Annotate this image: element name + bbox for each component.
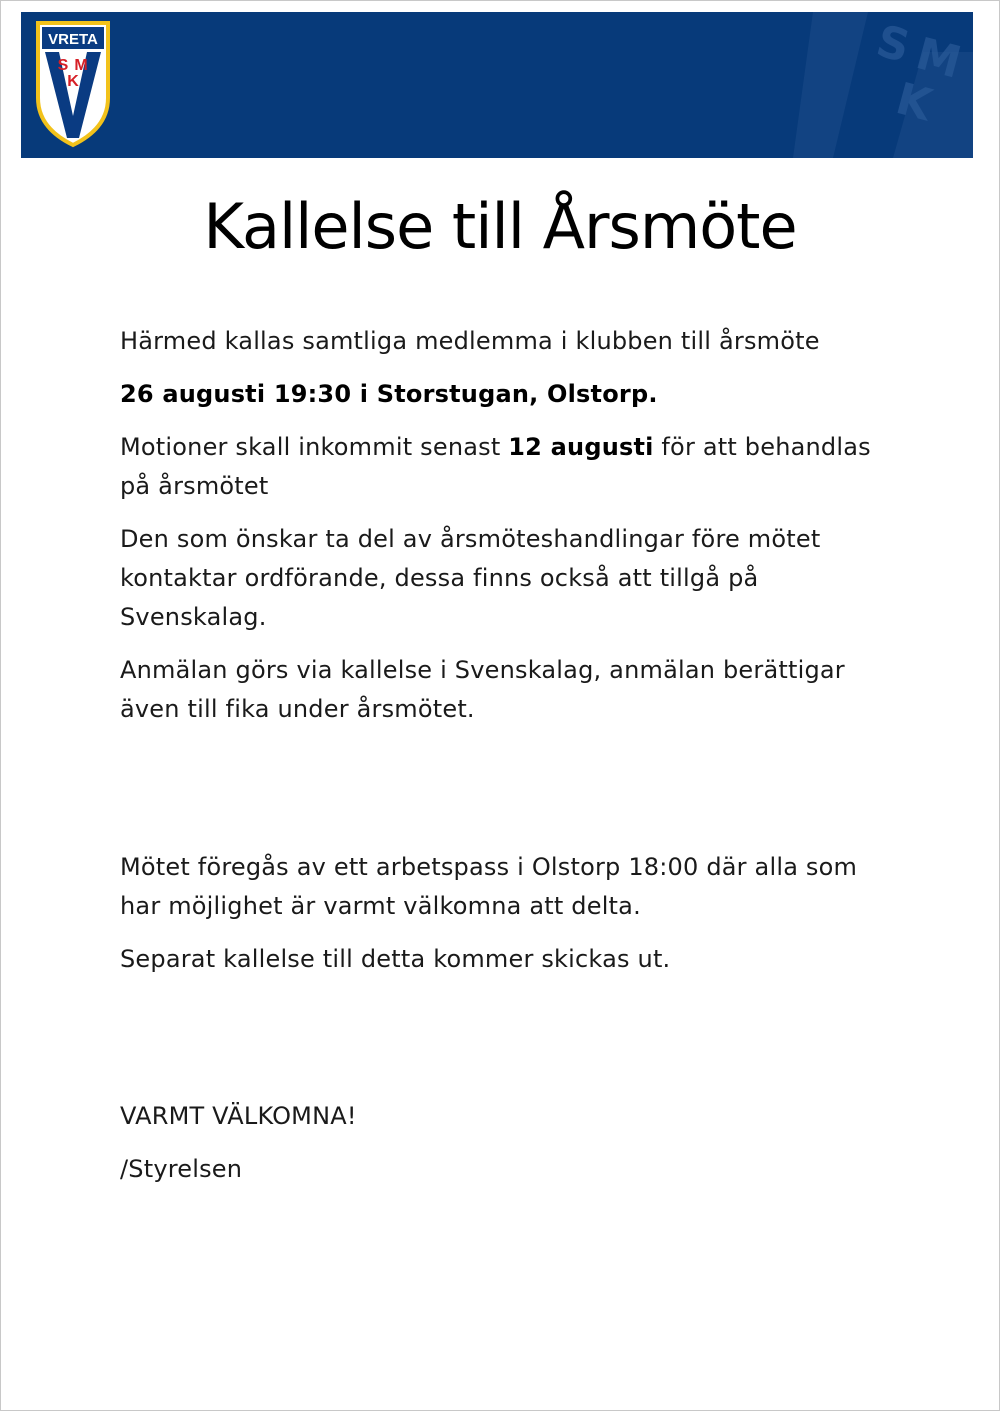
welcome-text: VARMT VÄLKOMNA! bbox=[120, 1102, 357, 1130]
svg-text:K: K bbox=[890, 73, 937, 132]
signature-text: /Styrelsen bbox=[120, 1155, 243, 1183]
motions-paragraph bbox=[120, 428, 880, 506]
page-title: Kallelse till Årsmöte bbox=[203, 190, 797, 263]
registration-paragraph: Anmälan görs via kallelse i Svenskalag, anmälan berättigar även till fika under årsmötet. bbox=[120, 656, 845, 723]
intro-paragraph: Härmed kallas samtliga medlemma i klubben till årsmöte bbox=[120, 327, 820, 355]
work-session-paragraph: Mötet föregås av ett arbetspass i Olstorp 18:00 där alla som har möjlighet är varmt välkomna att delta. bbox=[120, 853, 858, 920]
svg-text:M: M bbox=[910, 28, 967, 89]
logo-letter-k: K bbox=[67, 73, 79, 90]
logo-letter-s: S bbox=[57, 57, 69, 74]
motions-after: för att behandlas på årsmötet bbox=[120, 433, 871, 500]
vreta-smk-logo bbox=[35, 20, 111, 148]
date-place-text: 26 augusti 19:30 i Storstugan, Olstorp. bbox=[120, 380, 658, 408]
separate-notice-paragraph: Separat kallelse till detta kommer skickas ut. bbox=[120, 945, 671, 973]
date-place-paragraph bbox=[120, 375, 880, 414]
motions-before: Motioner skall inkommit senast bbox=[120, 433, 509, 461]
svg-text:S: S bbox=[871, 15, 915, 74]
logo-top-text: VRETA bbox=[48, 31, 98, 48]
documents-paragraph: Den som önskar ta del av årsmöteshandlingar före mötet kontaktar ordförande, dessa finns också att tillgå på Svenskalag. bbox=[120, 525, 821, 631]
logo-letter-m: M bbox=[74, 57, 88, 74]
notice-body bbox=[120, 322, 880, 1203]
smk-watermark-icon bbox=[773, 12, 973, 158]
header-banner bbox=[21, 12, 973, 158]
motions-deadline: 12 augusti bbox=[508, 433, 654, 461]
